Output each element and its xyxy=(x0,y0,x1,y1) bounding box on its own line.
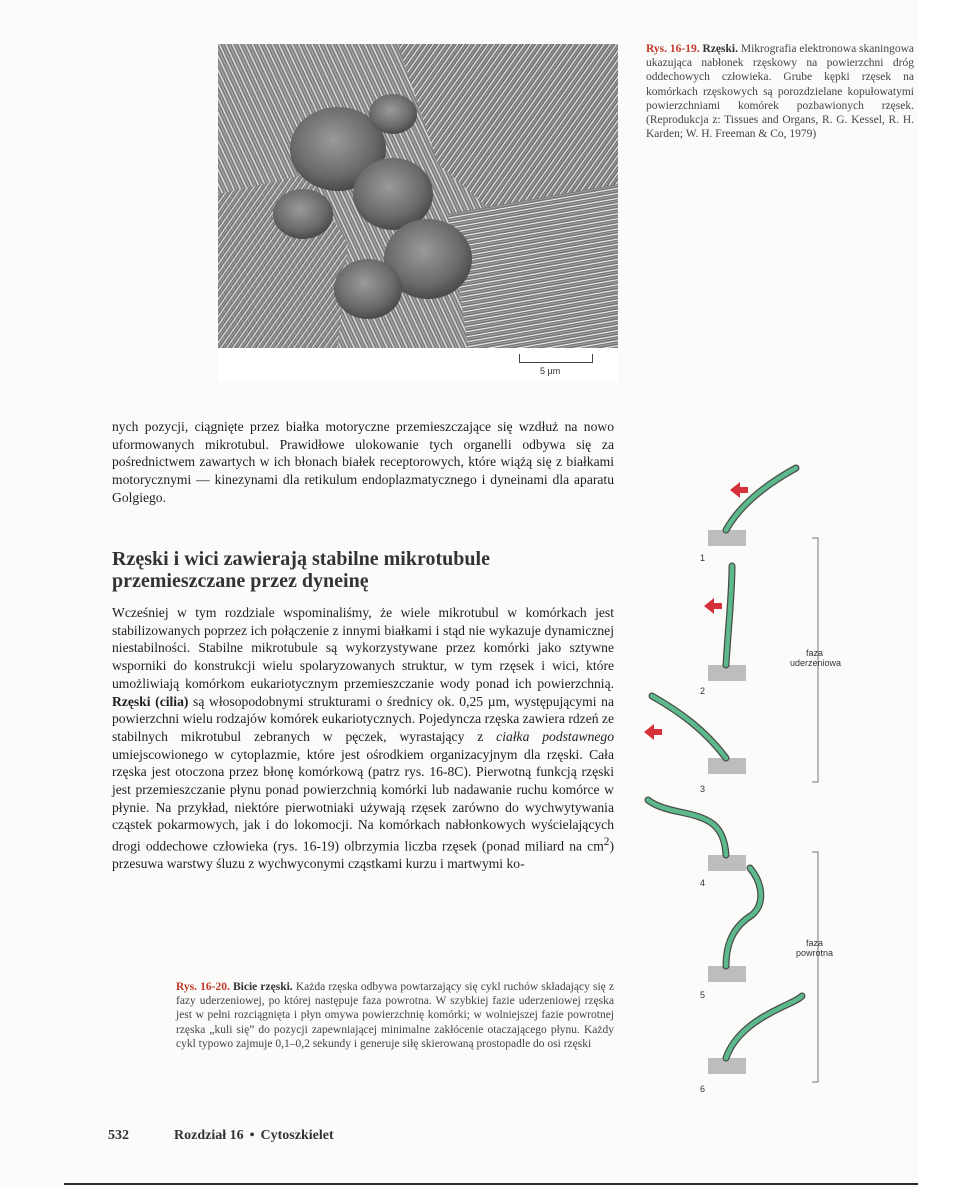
scale-bar-area xyxy=(218,348,618,382)
force-arrow-icon xyxy=(644,724,662,740)
page-margin xyxy=(918,0,972,1188)
paragraph-cilia xyxy=(112,604,614,873)
term-basal-body: ciałka podstawnego xyxy=(496,728,614,744)
force-arrow-icon xyxy=(730,482,748,498)
cilium-stage-5 xyxy=(700,868,761,1000)
term-cilia: Rzęski (cilia) xyxy=(112,693,189,709)
cilium-stage-1 xyxy=(700,468,796,563)
phase-power-label-1: faza xyxy=(806,648,824,658)
footer-bullet: • xyxy=(249,1128,255,1143)
superscript: 2 xyxy=(603,836,610,849)
stage-label: 2 xyxy=(700,686,706,696)
page-number: 532 xyxy=(108,1128,129,1143)
chapter-title: Cytoszkielet xyxy=(260,1128,334,1143)
figure-19-caption xyxy=(646,42,914,141)
force-arrow-icon xyxy=(704,598,722,614)
stage-label: 4 xyxy=(700,878,706,888)
chapter-label: Rozdział 16 xyxy=(174,1128,244,1143)
figure-20-text: Każda rzęska odbywa powtarzający się cykl ruchów składający się z fazy uderzeniowej, po której następuje faza powrotna. W szybkiej fazie uderzeniowej rzęska jest w pełni rozciągnięta i płyn omywa powierzchnię komórki; w wolniejszej fazie powrotnej rzęska „kuli się” do pozycji zapewniającej minimalne zakłócenie otaczającego płynu. Każdy cykl typowo zajmuje 0,1–0,2 sekundy i generuje siłę skierowaną prostopadle do osi rzęski xyxy=(176,981,614,1050)
figure-19-number: Rys. 16-19. xyxy=(646,43,700,55)
phase-recovery-label-2: powrotna xyxy=(796,948,834,958)
paragraph-text: Wcześniej w tym rozdziale wspominaliśmy, że wiele mikrotubul w komórkach jest stabilizowanych poprzez ich połączenie z innymi białkami i stąd nie wykazuje dynamicznej niestabilności. Stabilne mikrotubule są wykorzystywane przez komórki jako sztywne wsporniki do konstrukcji wielu spolaryzowanych struktur, w tym rzęsek i wici, które umożliwiają komórkom eukariotycznym przemieszczanie wody ponad ich powierzchnią. xyxy=(112,605,614,691)
cilium-stage-2 xyxy=(700,566,746,696)
micrograph-image xyxy=(218,44,618,348)
stage-label: 5 xyxy=(700,990,706,1000)
stage-label: 3 xyxy=(700,784,706,794)
figure-19-text: Mikrografia elektronowa skaningowa ukazująca nabłonek rzęskowy na powierzchni dróg oddechowych człowieka. Grube kępki rzęsek na komórkach rzęskowych są porozdzielane kopułowatymi powierzchniami komórek pozbawionych rzęsek. (Reprodukcja z: Tissues and Organs, R. G. Kessel, R. H. Karden; W. H. Freeman & Co, 1979) xyxy=(646,43,915,141)
phase-recovery-label-1: faza xyxy=(806,938,824,948)
cilium-stage-4 xyxy=(648,800,746,888)
micrograph-figure xyxy=(218,44,618,382)
cilium-stage-6 xyxy=(700,996,802,1094)
figure-20-caption xyxy=(176,980,614,1051)
scale-label: 5 µm xyxy=(540,366,561,376)
stage-label: 6 xyxy=(700,1084,706,1094)
recovery-stroke-bracket xyxy=(812,852,818,1082)
figure-20-number: Rys. 16-20. xyxy=(176,981,230,993)
paragraph-continuation: nych pozycji, ciągnięte przez białka motoryczne przemieszczające się wzdłuż na nowo uformowanych mikrotubul. Prawidłowe ulokowanie tych organelli odbywa się za pośrednictwem zawartych w ich błonach białek receptorowych, które wiążą się z białkami motorycznymi — kinezynami dla retikulum endoplazmatycznego i dyneinami dla aparatu Golgiego. xyxy=(112,419,614,505)
cilium-beat-diagram xyxy=(640,460,900,1100)
paragraph-text: ) przesuwa warstwy śluzu z wychwyconymi cząstkami kurzu i martwymi ko- xyxy=(112,838,614,872)
figure-19-title: Rzęski. xyxy=(702,43,738,55)
cilium-stage-3 xyxy=(644,696,746,794)
stage-label: 1 xyxy=(700,553,706,563)
scale-bar xyxy=(519,354,593,363)
section-heading: Rzęski i wici zawierają stabilne mikrotubule przemieszczane przez dyneinę xyxy=(112,548,490,592)
phase-power-label-2: uderzeniowa xyxy=(790,658,842,668)
paragraph-text: umiejscowionego w cytoplazmie, które jest ośrodkiem organizacyjnym dla rzęski. Cała rzęska jest otoczona przez błonę komórkową (patrz rys. 16-8C). Pierwotną funkcją rzęski jest przemieszczanie płynu ponad powierzchnią komórki lub nadawanie ruchu komórce w płynie. Na przykład, niektóre pierwotniaki używają rzęsek zarówno do wychwytywania cząstek pokarmowych, jak i do lokomocji. Na komórkach nabłonkowych wyścielających drogi oddechowe człowieka (rys. 16-19) olbrzymia liczba rzęsek (ponad miliard na cm xyxy=(112,746,614,854)
page-footer xyxy=(108,1128,334,1144)
paragraph-text: są włosopodobnymi strukturami o średnicy ok. 0,25 µm, występującymi na powierzchni wielu rodzajów komórek eukariotycznych. Pojedyncza rzęska zawiera rdzeń ze stabilnych mikrotubul zebranych w pęczek, wyrastający z xyxy=(112,693,614,744)
figure-20-title: Bicie rzęski. xyxy=(233,981,293,993)
page-bottom-rule xyxy=(64,1183,918,1185)
